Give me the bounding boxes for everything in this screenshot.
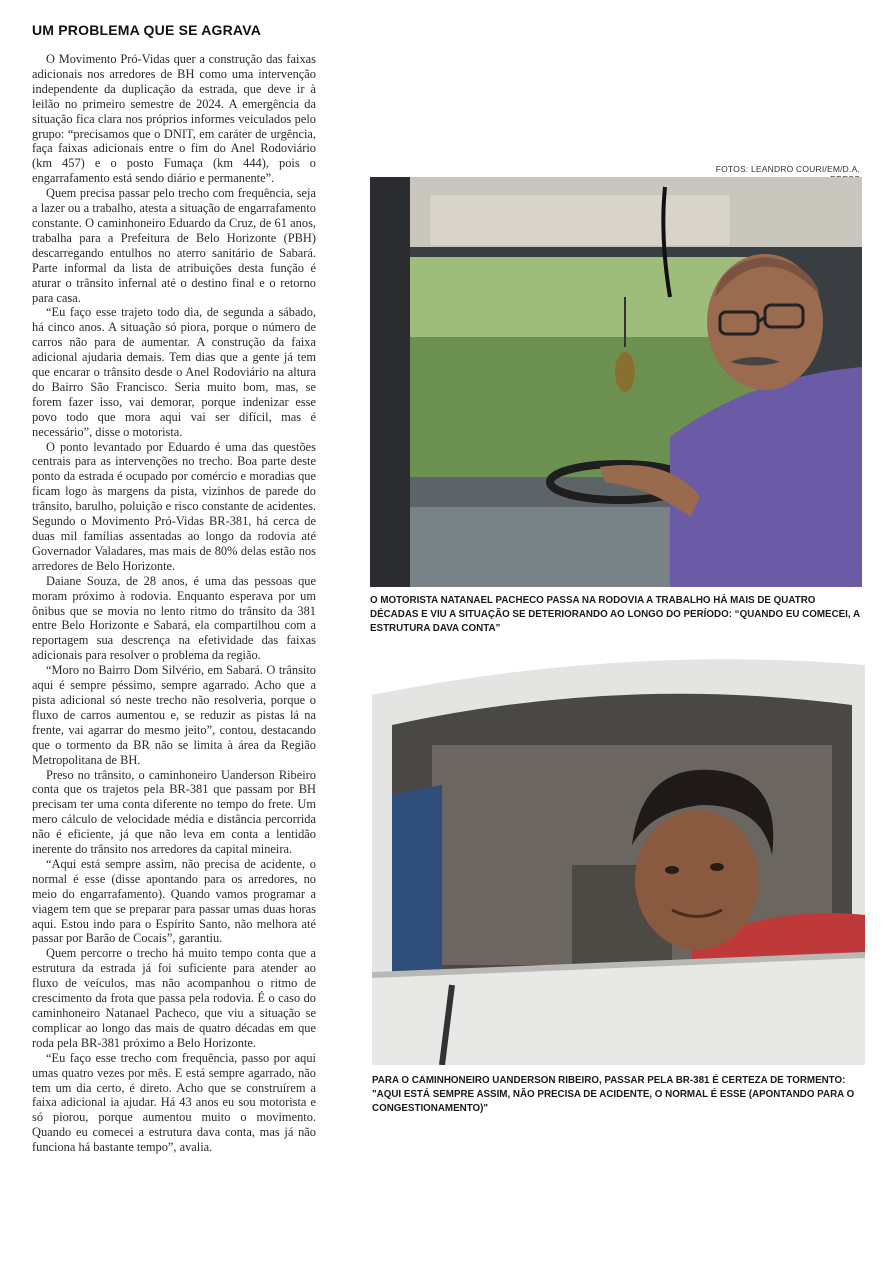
article-body xyxy=(32,52,316,1155)
photo-caption-1: O MOTORISTA NATANAEL PACHECO PASSA NA RODOVIA A TRABALHO HÁ MAIS DE QUATRO DÉCADAS E VIU A SITUAÇÃO SE DETERIORANDO AO LONGO DO PERÍODO: “QUANDO EU COMECEI, A ESTRUTURA DAVA CONTA” xyxy=(370,595,860,634)
article-paragraph: “Aqui está sempre assim, não precisa de acidente, o normal é esse (disse apontando para os arredores, no meio do engarrafamento). Quando vamos programar a viagem tem que se preparar para passar umas duas horas aqui. Estou indo para o Espírito Santo, não melhora até passar por Barão de Cocais”, garantiu. xyxy=(32,856,316,946)
article-paragraph: “Eu faço esse trajeto todo dia, de segunda a sábado, há cinco anos. A situação só piora, porque o número de carros não para de aumentar. A construção da faixa adicional ajudaria demais. Tem dias que a gente já tem que encarar o trânsito desde o Anel Rodoviário na altura do Bairro São Francisco. Seria muito bom, mas, se forem fazer isso, vai demorar, porque indenizar esse povo todo que mora aqui vai ser difícil, mas é necessário”, disse o motorista. xyxy=(32,305,316,439)
article-paragraph: “Eu faço esse trecho com frequência, passo por aqui umas quatro vezes por mês. E está sempre agarrado, não tem um dia certo, é direto. Acho que se construírem a faixa adicional ia ajudar. Há 43 anos eu sou motorista e só piorou, porque aumentou muito o movimento. Quando eu comecei a estrutura dava conta, mas já não funciona há bastante tempo”, avalia. xyxy=(32,1050,316,1155)
photo-credit: FOTOS: LEANDRO COURI/EM/D.A. xyxy=(715,164,860,174)
article-paragraph: Daiane Souza, de 28 anos, é uma das pessoas que moram próximo à rodovia. Enquanto esperava por um ônibus que se movia no lento ritmo do trânsito da 381 entre Belo Horizonte e Sabará, ela compartilhou com a reportagem sua descrença na efetividade das faixas adicionais para resolver o problema da região. xyxy=(32,573,316,663)
article-paragraph: Preso no trânsito, o caminhoneiro Uanderson Ribeiro conta que os trajetos pela BR-381 que passam por BH precisam ter uma conta diferente no tempo do frete. Um mero cálculo de velocidade média e distância percorrida não é eficiente, já que não leva em conta a lentidão inerente do trânsito nos arredores da capital mineira. xyxy=(32,767,316,857)
photo-truck-driver-natanael xyxy=(370,177,862,587)
article-paragraph: “Moro no Bairro Dom Silvério, em Sabará. O trânsito aqui é sempre péssimo, sempre agarrado. Acho que a pista adicional só neste trecho não resolveria, porque o fluxo de carros aumentou e, se reduzir as pistas lá na frente, vai agarrar do mesmo jeito”, contou, destacando que o tormento da BR não se limita à área da Região Metropolitana de BH. xyxy=(32,663,316,767)
article-paragraph: O ponto levantado por Eduardo é uma das questões centrais para as intervenções no trecho. Boa parte deste ponto da estrada é ocupado por comércio e moradias que ficam logo às margens da pista, vizinhos de parede do trânsito, barulho, poluição e risco constante de acidentes. Segundo o Movimento Pró-Vidas BR-381, há cerca de duas mil famílias assentadas ao longo da rodovia até Governador Valadares, mas mais de 80% delas estão nos arredores de Belo Horizonte. xyxy=(32,439,316,573)
section-headline: UM PROBLEMA QUE SE AGRAVA xyxy=(32,22,262,38)
photo-caption-2: PARA O CAMINHONEIRO UANDERSON RIBEIRO, PASSAR PELA BR-381 É CERTEZA DE TORMENTO: "AQUI ESTÁ SEMPRE ASSIM, NÃO PRECISA DE ACIDENTE, O NORMAL É ESSE (APONTANDO PARA O CONGESTIONAMENTO)" xyxy=(372,1075,855,1114)
article-paragraph: Quem percorre o trecho há muito tempo conta que a estrutura da estrada já foi suficiente para atender ao fluxo de veículos, mas não acompanhou o ritmo de crescimento da frota que passa pela rodovia. É o caso do caminhoneiro Natanael Pacheco, que viu a situação se complicar ao longo das mais de quatro décadas em que roda pela BR-381 próximo a Belo Horizonte. xyxy=(32,946,316,1050)
photo-truck-driver-uanderson xyxy=(372,655,865,1065)
article-paragraph: O Movimento Pró-Vidas quer a construção das faixas adicionais nos arredores de BH como uma intervenção independente da duplicação da estrada, que deve ir à leilão no primeiro semestre de 2024. A emergência da situação fica clara nos próprios informes veiculados pelo grupo: “precisamos que o DNIT, em caráter de urgência, faça faixas adicionais entre o fim do Anel Rodoviário (km 457) e o posto Fumaça (km 444), pois o engarrafamento está sendo diário e permanente”. xyxy=(32,52,316,186)
article-paragraph: Quem precisa passar pelo trecho com frequência, seja a lazer ou a trabalho, atesta a situação de engarrafamento constante. O caminhoneiro Eduardo da Cruz, de 61 anos, trabalha para a Prefeitura de Belo Horizonte (PBH) descarregando entulhos no aterro sanitário de Sabará. Parte informal da lista de atribuições desta função é aturar o trânsito infernal até o destino final e o retorno para casa. xyxy=(32,186,316,305)
